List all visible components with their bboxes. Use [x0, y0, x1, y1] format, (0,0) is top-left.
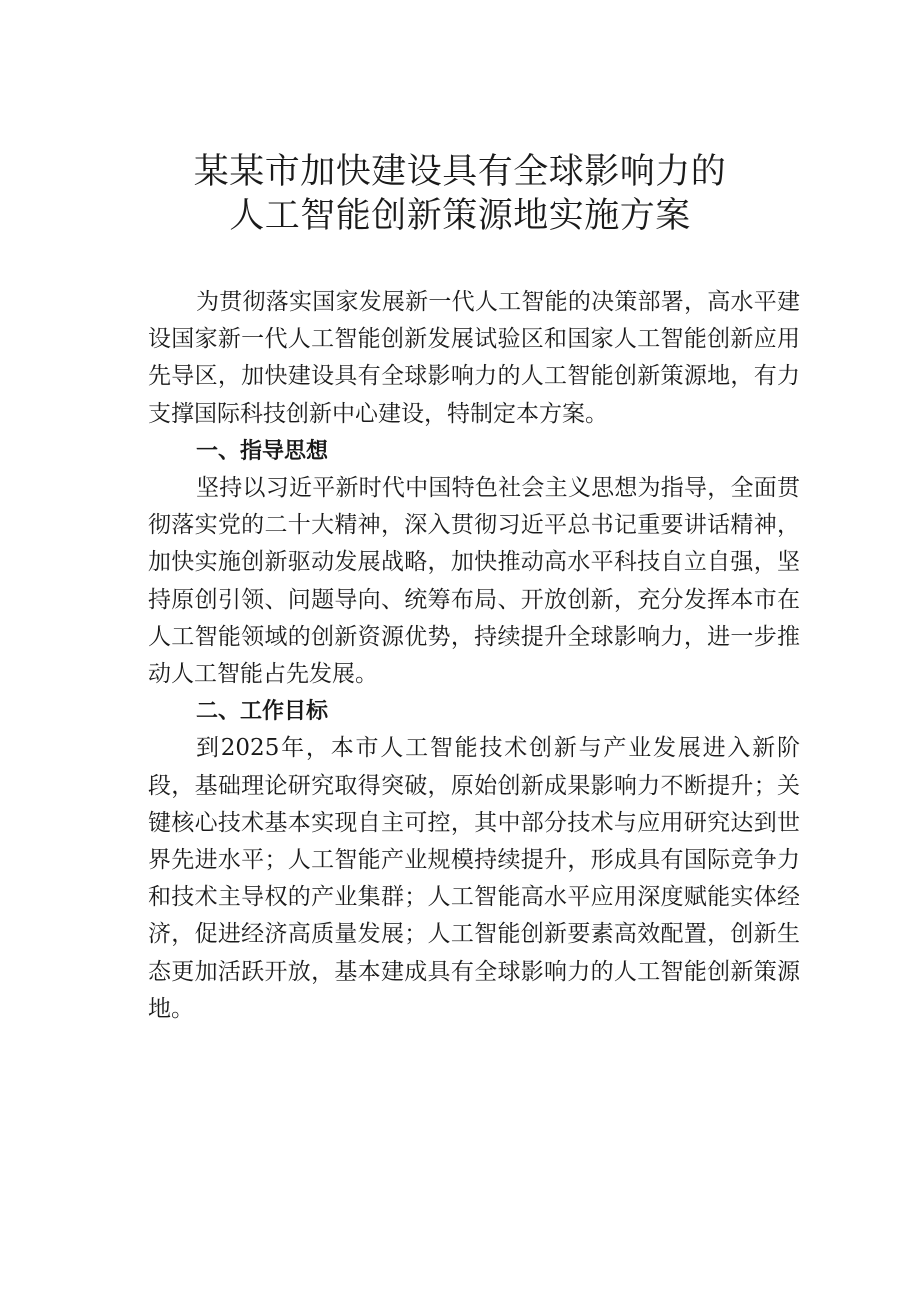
section-heading-guiding-thought: 一、指导思想	[196, 438, 329, 464]
document-title	[0, 150, 920, 238]
section-heading-work-goals: 二、工作目标	[196, 699, 329, 725]
title-line-2: 人工智能创新策源地实施方案	[229, 196, 691, 236]
title-line-1: 某某市加快建设具有全球影响力的	[193, 152, 727, 192]
intro-paragraph: 为贯彻落实国家发展新一代人工智能的决策部署，高水平建设国家新一代人工智能创新发展试验区和国家人工智能创新应用先导区，加快建设具有全球影响力的人工智能创新策源地，有力支撑国际科技创新中心建设，特制定本方案。	[148, 289, 800, 427]
section-paragraph-guiding-thought: 坚持以习近平新时代中国特色社会主义思想为指导，全面贯彻落实党的二十大精神，深入贯彻习近平总书记重要讲话精神，加快实施创新驱动发展战略，加快推动高水平科技自立自强，坚持原创引领、问题导向、统筹布局、开放创新，充分发挥本市在人工智能领域的创新资源优势，持续提升全球影响力，进一步推动人工智能占先发展。	[148, 475, 800, 688]
document-body	[148, 284, 800, 1028]
section-paragraph-work-goals: 到2025年，本市人工智能技术创新与产业发展进入新阶段，基础理论研究取得突破，原始创新成果影响力不断提升；关键核心技术基本实现自主可控，其中部分技术与应用研究达到世界先进水平；人工智能产业规模持续提升，形成具有国际竞争力和技术主导权的产业集群；人工智能高水平应用深度赋能实体经济，促进经济高质量发展；人工智能创新要素高效配置，创新生态更加活跃开放，基本建成具有全球影响力的人工智能创新策源地。	[148, 735, 800, 1022]
